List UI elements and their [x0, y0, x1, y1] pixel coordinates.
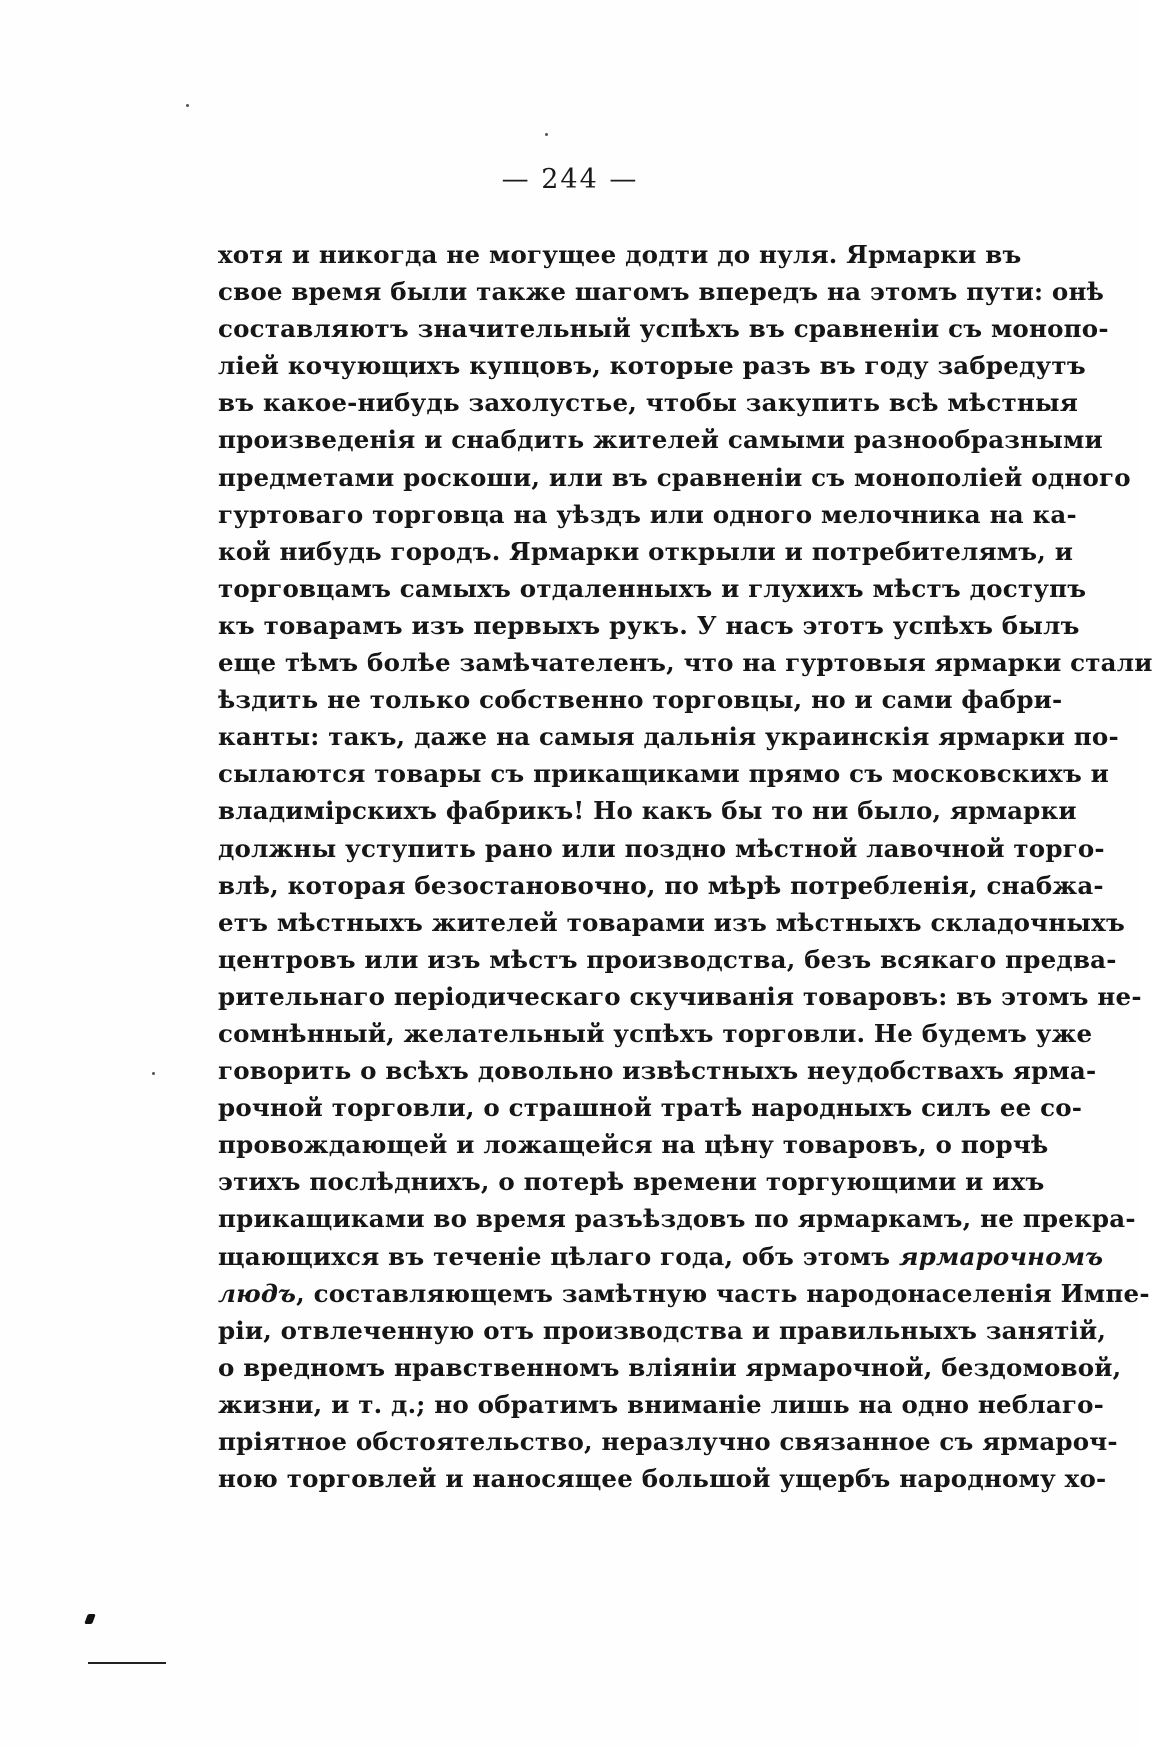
text-segment: щающихся въ теченіе цѣлаго года, объ этомъ — [218, 1241, 891, 1271]
text-line: ною торговлей и наносящее большой ущербъ народному хо- — [218, 1464, 1107, 1494]
text-line: канты: такъ, даже на самыя дальнія украинскія ярмарки по- — [218, 722, 1119, 752]
text-line: ѣздить не только собственно торговцы, но и сами фабри- — [218, 685, 1063, 715]
text-line: говорить о всѣхъ довольно извѣстныхъ неудобствахъ ярма- — [218, 1056, 1097, 1086]
text-line: произведенія и снабдить жителей самыми разнообразными — [218, 425, 1103, 455]
scan-speck — [545, 133, 548, 136]
text-line: кой нибудь городъ. Ярмарки открыли и потребителямъ, и — [218, 536, 1074, 566]
italic-term: людъ — [218, 1278, 297, 1308]
text-line: составляютъ значительный успѣхъ въ сравненіи съ монопо- — [218, 314, 1109, 344]
italic-term: ярмарочномъ — [898, 1241, 1104, 1271]
text-line: еще тѣмъ болѣе замѣчателенъ, что на гуртовыя ярмарки стали — [218, 648, 1153, 678]
text-line: въ какое-нибудь захолустье, чтобы закупить всѣ мѣстныя — [218, 388, 1079, 418]
body-text — [218, 236, 1153, 1497]
text-segment: , составляющемъ замѣтную часть народонаселенія Импе- — [296, 1278, 1150, 1308]
page-number: — 244 — — [501, 164, 639, 195]
text-line: хотя и никогда не могущее додти до нуля. Ярмарки въ — [218, 240, 1022, 269]
text-line: ріи, отвлеченную отъ производства и правильныхъ занятій, — [218, 1315, 1107, 1345]
text-line: торговцамъ самыхъ отдаленныхъ и глухихъ мѣстъ доступъ — [218, 573, 1087, 603]
text-line: рительнаго періодическаго скучиванія товаровъ: въ этомъ не- — [218, 981, 1142, 1011]
ink-mark — [84, 1614, 96, 1624]
text-line: гуртоваго торговца на уѣздъ или одного мелочника на ка- — [218, 499, 1077, 529]
text-line: ліей кочующихъ купцовъ, которые разъ въ году забредутъ — [218, 351, 1086, 381]
text-line: прикащиками во время разъѣздовъ по ярмаркамъ, не прекра- — [218, 1204, 1136, 1234]
text-line — [218, 1238, 1104, 1275]
text-line: сылаются товары съ прикащиками прямо съ московскихъ и — [218, 759, 1110, 789]
text-line: должны уступить рано или поздно мѣстной лавочной торго- — [218, 833, 1105, 863]
text-line: етъ мѣстныхъ жителей товарами изъ мѣстныхъ складочныхъ — [218, 907, 1125, 937]
text-line: свое время были также шагомъ впередъ на этомъ пути: онѣ — [218, 277, 1105, 307]
text-line: жизни, и т. д.; но обратимъ вниманіе лишь на одно неблаго- — [218, 1389, 1105, 1419]
scan-speck — [186, 104, 189, 107]
text-line: рочной торговли, о страшной тратѣ народныхъ силъ ее со- — [218, 1093, 1083, 1123]
text-line: пріятное обстоятельство, неразлучно связанное съ ярмароч- — [218, 1427, 1118, 1456]
text-line — [218, 1275, 1150, 1312]
scan-speck — [152, 1072, 155, 1075]
text-line: провождающей и ложащейся на цѣну товаровъ, о порчѣ — [218, 1130, 1049, 1160]
text-line: о вредномъ нравственномъ вліяніи ярмарочной, бездомовой, — [218, 1352, 1122, 1382]
text-line: этихъ послѣднихъ, о потерѣ времени торгующими и ихъ — [218, 1167, 1045, 1197]
text-line: предметами роскоши, или въ сравненіи съ монополіей одного — [218, 462, 1131, 492]
footnote-rule — [88, 1662, 166, 1664]
text-line: къ товарамъ изъ первыхъ рукъ. У насъ этотъ успѣхъ былъ — [218, 610, 1080, 640]
text-line: владимірскихъ фабрикъ! Но какъ бы то ни было, ярмарки — [218, 796, 1077, 826]
text-line: сомнѣнный, желательный успѣхъ торговли. Не будемъ уже — [218, 1018, 1093, 1048]
text-line: влѣ, которая безостановочно, по мѣрѣ потребленія, снабжа- — [218, 870, 1104, 900]
text-line: центровъ или изъ мѣстъ производства, безъ всякаго предва- — [218, 944, 1117, 974]
